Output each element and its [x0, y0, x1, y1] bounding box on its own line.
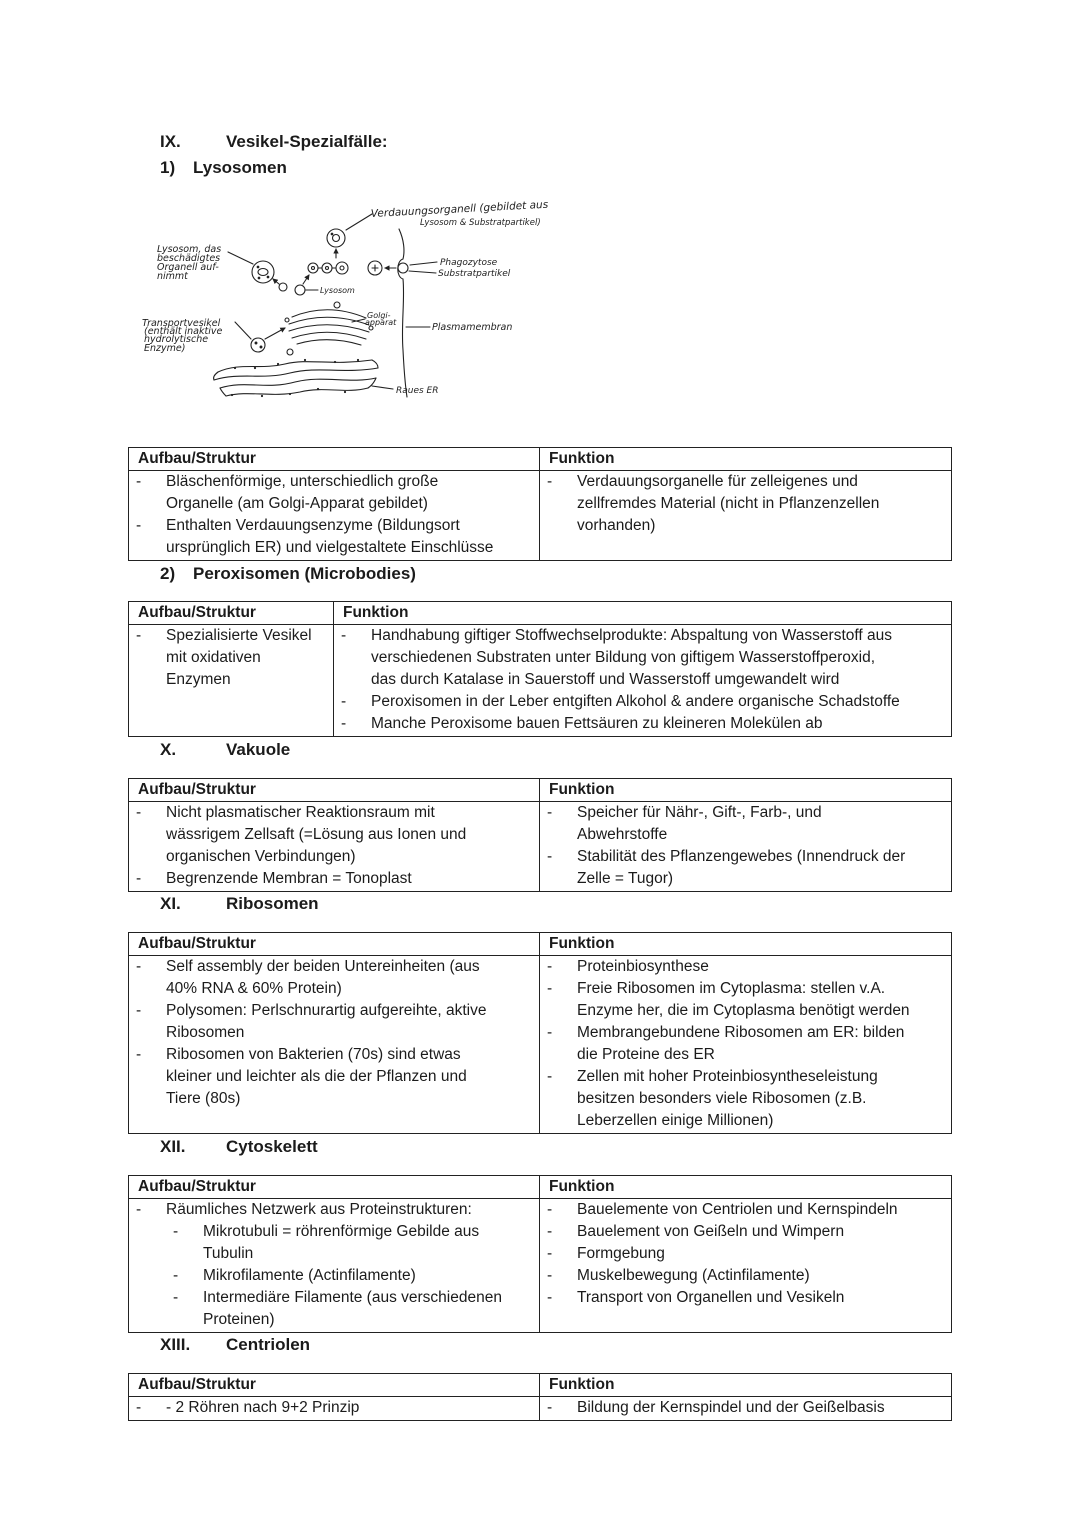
label-lysosom-engulf-2: beschädigtes [157, 253, 221, 264]
item-text-line: Intermediäre Filamente (aus verschiedenen [203, 1289, 502, 1306]
item-text-line: Organelle (am Golgi-Apparat gebildet) [166, 495, 428, 512]
list-item [540, 1265, 951, 1287]
list-item [129, 515, 539, 559]
bullet-dash: - [136, 1201, 142, 1218]
funktion-list [540, 956, 951, 1132]
label-verdauungsorganell-2: Lysosom & Substratpartikel) [420, 218, 541, 228]
label-plasmamembran: Plasmamembran [432, 322, 513, 333]
section-number-x: X. [160, 740, 177, 759]
centriolen-table [128, 1373, 952, 1421]
list-item [540, 846, 951, 890]
section-title-ix: Vesikel-Spezialfälle: [226, 132, 388, 151]
item-text-line: Ribosomen [166, 1024, 245, 1041]
list-item [334, 625, 951, 691]
section-number-xiii: XIII. [160, 1335, 191, 1354]
label-transportvesikel-3: hydrolytische [144, 334, 209, 345]
list-item [540, 978, 951, 1022]
funktion-column [540, 779, 951, 891]
bullet-dash: - [136, 1046, 142, 1063]
list-item [334, 691, 951, 713]
bullet-dash: - [547, 1024, 553, 1041]
item-text-line: kleiner und leichter als die der Pflanzen und [166, 1068, 467, 1085]
item-text-line: Mikrofilamente (Actinfilamente) [203, 1267, 416, 1284]
item-text-line: organischen Verbindungen) [166, 848, 356, 865]
section-title-centriolen: Centriolen [226, 1335, 311, 1354]
item-text-line: ursprünglich ER) und vielgestaltete Einschlüsse [166, 539, 494, 556]
aufbau-struktur-header: Aufbau/Struktur [129, 1374, 539, 1397]
arrow-vesicle-to-golgi [265, 328, 285, 339]
label-transportvesikel-1: Transportvesikel [142, 318, 221, 329]
item-text-line: Leberzellen einige Millionen) [577, 1112, 774, 1129]
cytoskelett-table [128, 1175, 952, 1333]
digestive-organelle [327, 229, 345, 247]
item-text-line: Peroxisomen in der Leber entgiften Alkohol & andere organische Schadstoffe [371, 693, 900, 710]
item-text-line: Tubulin [203, 1245, 254, 1262]
label-golgi-1: Golgi- [367, 311, 391, 320]
list-item [540, 1243, 951, 1265]
bullet-dash: - [136, 870, 142, 887]
section-number-xi: XI. [160, 894, 181, 913]
section-title-vakuole: Vakuole [226, 740, 291, 759]
aufbau-struktur-column [129, 1176, 540, 1332]
item-text-line: Handhabung giftiger Stoffwechselprodukte: Abspaltung von Wasserstoff aus [371, 627, 893, 644]
substrate-particle [398, 263, 408, 273]
bullet-dash: - [547, 1068, 553, 1085]
item-text-line: - 2 Röhren nach 9+2 Prinzip [166, 1399, 360, 1416]
bullet-dash: - [341, 715, 347, 732]
aufbau-struktur-header: Aufbau/Struktur [129, 448, 539, 471]
item-text-line: vorhanden) [577, 517, 656, 534]
funktion-column [540, 448, 951, 560]
bullet-dash: - [547, 1201, 553, 1218]
vakuole-table [128, 778, 952, 892]
bullet-dash: - [547, 1399, 553, 1416]
label-lysosom-engulf-1: Lysosom, das [157, 244, 222, 255]
item-text-line: Tiere (80s) [166, 1090, 241, 1107]
label-raues-er: Raues ER [396, 386, 439, 396]
lysosome [295, 285, 305, 295]
bullet-dash: - [173, 1289, 179, 1306]
bullet-dash: - [547, 1289, 553, 1306]
bullet-dash: - [547, 804, 553, 821]
funktion-list [540, 1397, 951, 1419]
sub-list-item [129, 1221, 539, 1265]
list-item [129, 1000, 539, 1044]
rough-er [214, 359, 378, 397]
item-text-line: Membrangebundene Ribosomen am ER: bilden [577, 1024, 905, 1041]
aufbau-struktur-list [129, 956, 539, 1110]
item-text-line: Verdauungsorganelle für zelleigenes und [577, 473, 858, 490]
item-text-line: Polysomen: Perlschnurartig aufgereihte, aktive [166, 1002, 487, 1019]
bullet-dash: - [547, 1267, 553, 1284]
transport-vesicle [251, 338, 265, 352]
item-text-line: Mikrotubuli = röhrenförmige Gebilde aus [203, 1223, 480, 1240]
item-text-line: Stabilität des Pflanzengewebes (Innendruck der [577, 848, 906, 865]
item-text-line: verschiedenen Substraten unter Bildung von giftigem Wasserstoffperoxid, [371, 649, 876, 666]
item-text-line: Zelle = Tugor) [577, 870, 674, 887]
aufbau-struktur-list [129, 625, 333, 691]
list-item [540, 1066, 951, 1132]
list-item [540, 802, 951, 846]
list-item [129, 1044, 539, 1110]
bullet-dash: - [547, 473, 553, 490]
label-phagozytose: Phagozytose [440, 258, 498, 268]
list-item [540, 1022, 951, 1066]
item-text-line: Enzymen [166, 671, 231, 688]
item-text-line: Nicht plasmatischer Reaktionsraum mit [166, 804, 435, 821]
bullet-dash: - [136, 517, 142, 534]
label-substratpartikel: Substratpartikel [438, 269, 511, 279]
bullet-dash: - [173, 1267, 179, 1284]
list-item [540, 1199, 951, 1221]
item-text-line: Self assembly der beiden Untereinheiten (aus [166, 958, 480, 975]
aufbau-struktur-header: Aufbau/Struktur [129, 1176, 539, 1199]
bullet-dash: - [341, 627, 347, 644]
label-lysosom-engulf-4: nimmt [157, 271, 188, 282]
list-item [129, 1199, 539, 1221]
bullet-dash: - [341, 693, 347, 710]
item-text-line: Begrenzende Membran = Tonoplast [166, 870, 412, 887]
aufbau-struktur-list [129, 471, 539, 559]
item-text-line: Proteinen) [203, 1311, 275, 1328]
label-transportvesikel-2: (enthält inaktive [144, 326, 223, 337]
fusing-vesicles [308, 262, 348, 274]
item-text-line: Speicher für Nähr-, Gift-, Farb-, und [577, 804, 822, 821]
item-text-line: Abwehrstoffe [577, 826, 668, 843]
list-item [540, 1287, 951, 1309]
list-item [540, 471, 951, 537]
funktion-header: Funktion [540, 1176, 951, 1199]
item-text-line: Proteinbiosynthese [577, 958, 709, 975]
autophagic-lysosome [252, 261, 274, 283]
list-item [129, 868, 539, 890]
subsection-number-lysosomen: 1) [160, 158, 176, 177]
funktion-list [334, 625, 951, 735]
item-text-line: Bildung der Kernspindel und der Geißelbasis [577, 1399, 885, 1416]
funktion-column [540, 1374, 951, 1420]
sub-list-item [129, 1265, 539, 1287]
lysosome-diagram [130, 195, 600, 410]
item-text-line: Bauelemente von Centriolen und Kernspindeln [577, 1201, 898, 1218]
item-text-line: Zellen mit hoher Proteinbiosyntheseleistung [577, 1068, 878, 1085]
item-text-line: 40% RNA & 60% Protein) [166, 980, 342, 997]
item-text-line: Bläschenförmige, unterschiedlich große [166, 473, 439, 490]
section-number-xii: XII. [160, 1137, 186, 1156]
label-golgi-2: apparat [365, 318, 397, 327]
bullet-dash: - [547, 980, 553, 997]
phagocytosis-vesicle [368, 261, 382, 275]
list-item [540, 1397, 951, 1419]
funktion-header: Funktion [540, 779, 951, 802]
aufbau-struktur-header: Aufbau/Struktur [129, 779, 539, 802]
item-text-line: zellfremdes Material (nicht in Pflanzenzellen [577, 495, 880, 512]
list-item [129, 471, 539, 515]
subsection-title-lysosomen: Lysosomen [193, 158, 287, 177]
funktion-column [540, 933, 951, 1133]
bullet-dash: - [136, 473, 142, 490]
item-text-line: Ribosomen von Bakterien (70s) sind etwas [166, 1046, 461, 1063]
bullet-dash: - [547, 848, 553, 865]
list-item [334, 713, 951, 735]
arrow-lysosome-to-organelle [273, 279, 279, 284]
item-text-line: Enthalten Verdauungsenzyme (Bildungsort [166, 517, 460, 534]
item-text-line: Räumliches Netzwerk aus Proteinstrukturen: [166, 1201, 472, 1218]
item-text-line: mit oxidativen [166, 649, 261, 666]
bullet-dash: - [136, 1002, 142, 1019]
plasma-membrane [398, 229, 407, 397]
funktion-header: Funktion [540, 1374, 951, 1397]
lysosomen-table [128, 447, 952, 561]
item-text-line: wässrigem Zellsaft (=Lösung aus Ionen und [166, 826, 467, 843]
ribosomen-table [128, 932, 952, 1134]
funktion-header: Funktion [540, 933, 951, 956]
label-transportvesikel-4: Enzyme) [144, 343, 186, 354]
aufbau-struktur-header: Aufbau/Struktur [129, 602, 333, 625]
label-lysosom-engulf-3: Organell auf- [157, 262, 219, 273]
aufbau-struktur-column [129, 602, 334, 736]
item-text-line: das durch Katalase in Sauerstoff und Wasserstoff umgewandelt wird [371, 671, 840, 688]
small-vesicle [287, 349, 293, 355]
item-text-line: Manche Peroxisome bauen Fettsäuren zu kleineren Molekülen ab [371, 715, 823, 732]
funktion-header: Funktion [540, 448, 951, 471]
list-item [129, 1397, 539, 1419]
bullet-dash: - [547, 958, 553, 975]
aufbau-struktur-column [129, 933, 540, 1133]
list-item [129, 625, 333, 691]
bullet-dash: - [136, 804, 142, 821]
bullet-dash: - [136, 627, 142, 644]
subsection-number-peroxisomen: 2) [160, 564, 176, 583]
funktion-list [540, 471, 951, 537]
item-text-line: Spezialisierte Vesikel [166, 627, 312, 644]
label-verdauungsorganell: Verdauungsorganell (gebildet aus [370, 198, 549, 220]
bullet-dash: - [547, 1245, 553, 1262]
golgi-apparatus [285, 310, 373, 345]
item-text-line: besitzen besonders viele Ribosomen (z.B. [577, 1090, 867, 1107]
small-vesicle [279, 283, 287, 291]
aufbau-struktur-list [129, 802, 539, 890]
section-number-ix: IX. [160, 132, 181, 151]
item-text-line: Freie Ribosomen im Cytoplasma: stellen v.A. [577, 980, 886, 997]
funktion-header: Funktion [334, 602, 951, 625]
list-item [129, 802, 539, 868]
item-text-line: Transport von Organellen und Vesikeln [577, 1289, 845, 1306]
subsection-title-peroxisomen: Peroxisomen (Microbodies) [193, 564, 416, 583]
list-item [540, 956, 951, 978]
item-text-line: Muskelbewegung (Actinfilamente) [577, 1267, 810, 1284]
funktion-column [540, 1176, 951, 1332]
item-text-line: Bauelement von Geißeln und Wimpern [577, 1223, 845, 1240]
aufbau-struktur-header: Aufbau/Struktur [129, 933, 539, 956]
aufbau-struktur-column [129, 779, 540, 891]
list-item [129, 956, 539, 1000]
item-text-line: Formgebung [577, 1245, 665, 1262]
section-title-cytoskelett: Cytoskelett [226, 1137, 318, 1156]
section-title-ribosomen: Ribosomen [226, 894, 319, 913]
aufbau-struktur-list [129, 1397, 539, 1419]
funktion-list [540, 802, 951, 890]
item-text-line: die Proteine des ER [577, 1046, 715, 1063]
bullet-dash: - [547, 1223, 553, 1240]
aufbau-struktur-column [129, 1374, 540, 1420]
golgi-vesicle [334, 302, 340, 308]
label-lysosom: Lysosom [320, 286, 355, 295]
list-item [540, 1221, 951, 1243]
funktion-list [540, 1199, 951, 1309]
bullet-dash: - [136, 958, 142, 975]
peroxisomen-table [128, 601, 952, 737]
funktion-column [334, 602, 951, 736]
aufbau-struktur-column [129, 448, 540, 560]
sub-list-item [129, 1287, 539, 1331]
item-text-line: Enzyme her, die im Cytoplasma benötigt werden [577, 1002, 910, 1019]
aufbau-struktur-list [129, 1199, 539, 1331]
arrow-lysosome-to-vesicles [303, 275, 309, 284]
bullet-dash: - [173, 1223, 179, 1240]
bullet-dash: - [136, 1399, 142, 1416]
